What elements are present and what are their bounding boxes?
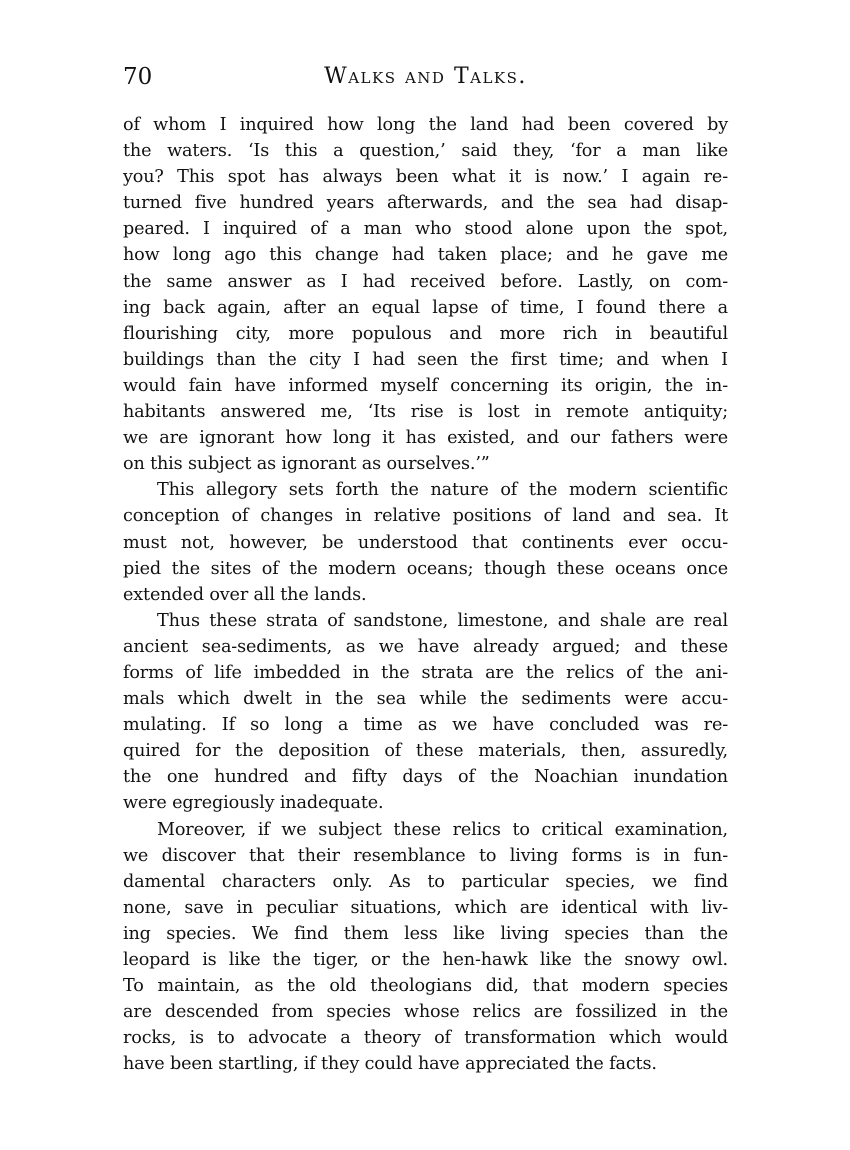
text-line: To maintain, as the old theologians did, that modern species xyxy=(123,976,728,997)
text-line: must not, however, be understood that continents ever occu- xyxy=(123,532,728,553)
text-line: the one hundred and fifty days of the Noachian inundation xyxy=(123,767,728,788)
page-number: 70 xyxy=(123,64,153,90)
body-text xyxy=(123,112,728,1077)
text-line: ing back again, after an equal lapse of time, I found there a xyxy=(123,297,728,318)
paragraph xyxy=(123,608,728,817)
text-line: Thus these strata of sandstone, limestone, and shale are real xyxy=(157,610,728,631)
running-head xyxy=(123,62,728,92)
text-line: peared. I inquired of a man who stood alone upon the spot, xyxy=(123,219,728,240)
text-line: This allegory sets forth the nature of the modern scientific xyxy=(157,480,728,501)
text-line: how long ago this change had taken place; and he gave me xyxy=(123,245,728,266)
text-line: none, save in peculiar situations, which are identical with liv- xyxy=(123,897,728,918)
text-line: habitants answered me, ‘Its rise is lost in remote antiquity; xyxy=(123,402,728,423)
text-line: conception of changes in relative positions of land and sea. It xyxy=(123,506,728,527)
text-line: we are ignorant how long it has existed, and our fathers were xyxy=(123,428,728,449)
text-line: leopard is like the tiger, or the hen-hawk like the snowy owl. xyxy=(123,950,728,970)
paragraph xyxy=(123,477,728,607)
text-line: were egregiously inadequate. xyxy=(123,793,384,814)
text-line: mals which dwelt in the sea while the sediments were accu- xyxy=(123,689,728,710)
text-line: extended over all the lands. xyxy=(123,584,367,605)
text-line: flourishing city, more populous and more rich in beautiful xyxy=(123,323,728,344)
text-line: would fain have informed myself concerning its origin, the in- xyxy=(123,375,728,396)
text-line: on this subject as ignorant as ourselves.’” xyxy=(123,454,490,475)
text-line: we discover that their resemblance to living forms is in fun- xyxy=(123,845,728,866)
running-title: Walks and Talks. xyxy=(324,64,527,89)
paragraph xyxy=(123,817,728,1078)
text-line: mulating. If so long a time as we have concluded was re- xyxy=(123,715,728,736)
text-line: Moreover, if we subject these relics to critical examination, xyxy=(157,819,728,840)
text-line: turned five hundred years afterwards, and the sea had disap- xyxy=(123,193,728,214)
text-line: you? This spot has always been what it is now.’ I again re- xyxy=(123,167,728,188)
text-line: ing species. We find them less like living species than the xyxy=(123,923,728,944)
text-line: the waters. ‘Is this a question,’ said they, ‘for a man like xyxy=(123,141,728,162)
text-line: the same answer as I had received before. Lastly, on com- xyxy=(123,271,728,292)
text-line: of whom I inquired how long the land had been covered by xyxy=(123,115,728,135)
text-line: buildings than the city I had seen the first time; and when I xyxy=(123,349,728,370)
text-line: forms of life imbedded in the strata are the relics of the ani- xyxy=(123,662,728,683)
text-line: ancient sea-sediments, as we have already argued; and these xyxy=(123,636,728,657)
text-line: have been startling, if they could have appreciated the facts. xyxy=(123,1054,657,1075)
text-line: quired for the deposition of these materials, then, assuredly, xyxy=(123,741,728,762)
text-line: pied the sites of the modern oceans; though these oceans once xyxy=(123,558,728,579)
paragraph xyxy=(123,112,728,477)
text-line: are descended from species whose relics are fossilized in the xyxy=(123,1002,728,1023)
text-line: damental characters only. As to particular species, we find xyxy=(123,871,728,892)
text-line: rocks, is to advocate a theory of transformation which would xyxy=(123,1028,728,1049)
